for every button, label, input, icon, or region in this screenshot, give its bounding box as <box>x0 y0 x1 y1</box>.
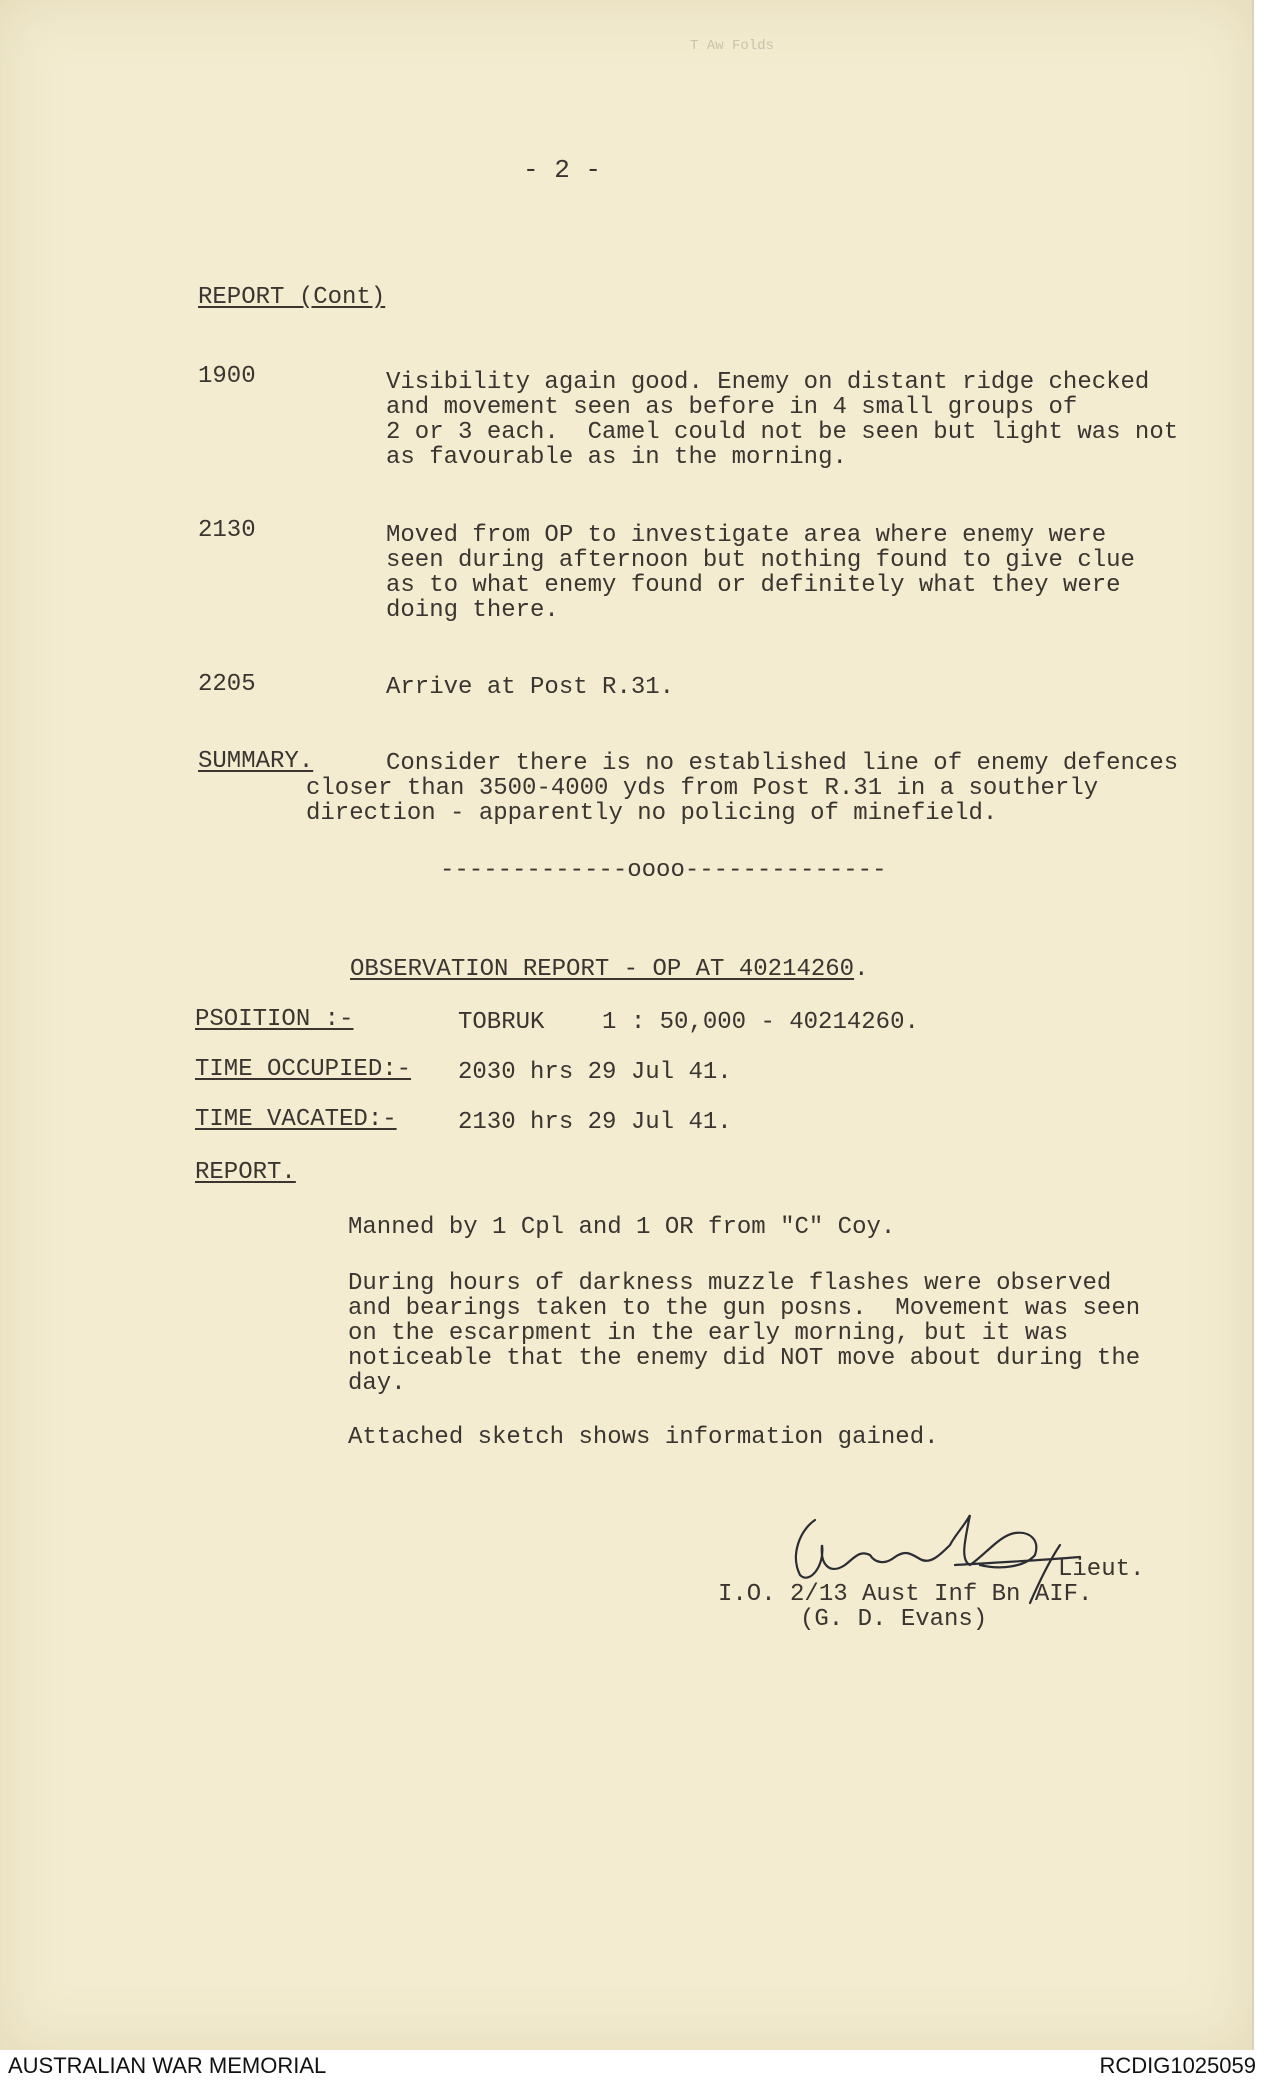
entry-line: seen during afternoon but nothing found to give clue <box>386 547 1135 574</box>
footer-left: AUSTRALIAN WAR MEMORIAL <box>8 2053 327 2078</box>
page-number: - 2 - <box>523 155 602 185</box>
report-paragraph: Manned by 1 Cpl and 1 OR from "C" Coy. <box>348 1214 896 1241</box>
entry-line: as to what enemy found or definitely what they were <box>386 572 1121 599</box>
entry-line: and movement seen as before in 4 small groups of <box>386 394 1078 421</box>
report-cont-heading: REPORT (Cont) <box>198 284 386 311</box>
observation-title-text: OBSERVATION REPORT - OP AT 40214260 <box>350 956 855 983</box>
report-line: During hours of darkness muzzle flashes were observed <box>348 1270 1112 1297</box>
report-line: day. <box>348 1370 406 1397</box>
signature-name: (G. D. Evans) <box>800 1606 988 1633</box>
entry-line: as favourable as in the morning. <box>386 444 847 471</box>
section-divider: -------------oooo-------------- <box>440 857 887 884</box>
report-paragraph: Attached sketch shows information gained. <box>348 1424 939 1451</box>
report-label: REPORT. <box>195 1159 296 1186</box>
time-occupied-value: 2030 hrs 29 Jul 41. <box>458 1059 732 1086</box>
summary-line: direction - apparently no policing of minefield. <box>306 800 998 827</box>
footer-right: RCDIG1025059 <box>1099 2053 1256 2078</box>
time-vacated-label: TIME VACATED:- <box>195 1106 397 1133</box>
summary-label: SUMMARY. <box>198 748 314 775</box>
report-line: and bearings taken to the gun posns. Movement was seen <box>348 1295 1141 1322</box>
position-label: PSOITION :- <box>195 1006 354 1033</box>
entry-line: 2 or 3 each. Camel could not be seen but light was not <box>386 419 1179 446</box>
time-occupied-label: TIME OCCUPIED:- <box>195 1056 412 1083</box>
entry-line: Visibility again good. Enemy on distant ridge checked <box>386 369 1150 396</box>
entry-line: Arrive at Post R.31. <box>386 674 675 701</box>
summary-line: Consider there is no established line of enemy defences <box>386 750 1179 777</box>
entry-line: Moved from OP to investigate area where enemy were <box>386 522 1107 549</box>
entry-line: doing there. <box>386 597 559 624</box>
report-line: noticeable that the enemy did NOT move about during the <box>348 1345 1141 1372</box>
position-value: TOBRUK 1 : 50,000 - 40214260. <box>458 1009 919 1036</box>
signature-rank: Lieut. <box>1058 1556 1145 1583</box>
summary-line: closer than 3500-4000 yds from Post R.31 in a southerly <box>306 775 1099 802</box>
entry-time: 2205 <box>198 671 256 698</box>
report-line: on the escarpment in the early morning, but it was <box>348 1320 1069 1347</box>
time-vacated-value: 2130 hrs 29 Jul 41. <box>458 1109 732 1136</box>
observation-title-end: . <box>854 956 869 983</box>
entry-time: 2130 <box>198 517 256 544</box>
entry-time: 1900 <box>198 363 256 390</box>
signature-unit: I.O. 2/13 Aust Inf Bn AIF. <box>718 1581 1093 1608</box>
stamp-text: T Aw Folds <box>690 38 775 54</box>
observation-title <box>350 957 869 982</box>
